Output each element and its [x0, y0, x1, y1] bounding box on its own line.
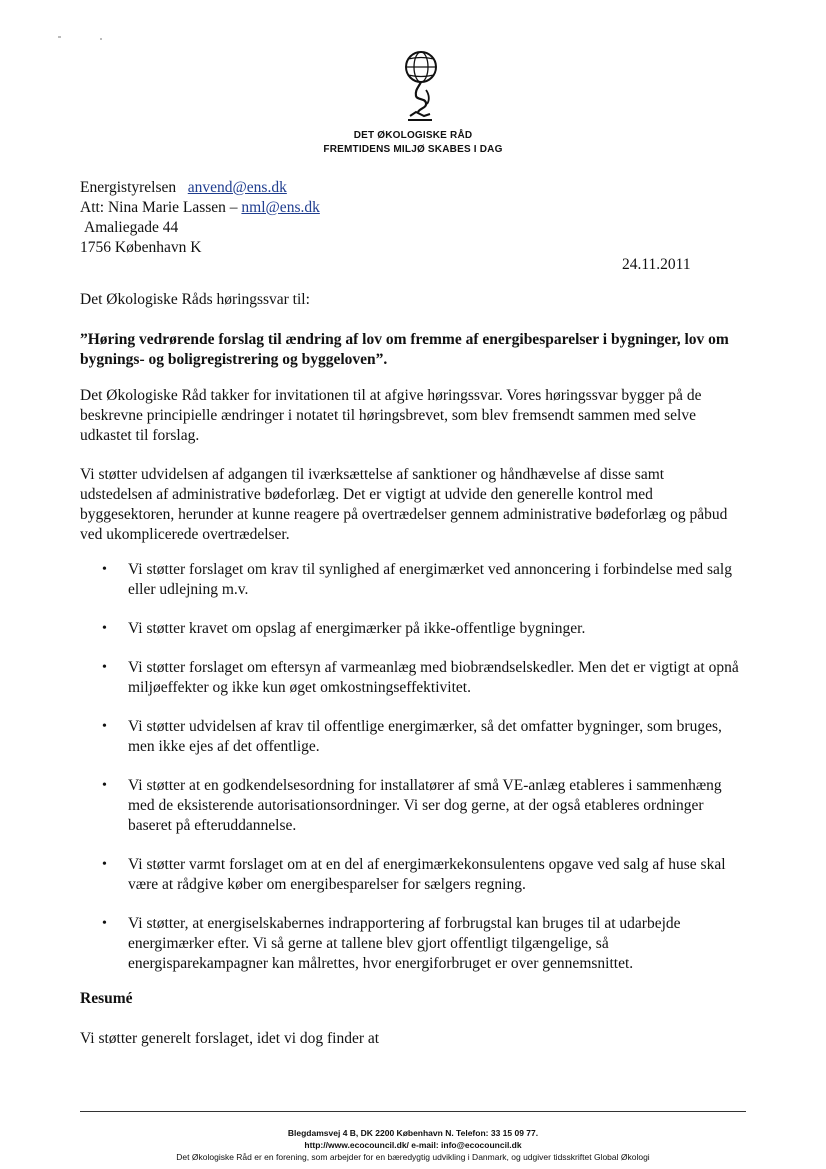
- paragraph-1: Det Økologiske Råd takker for invitationen til at afgive høringssvar. Vores høringssvar bygger på de beskrevne principielle ændringer i notatet til høringsbrevet, som blev fremsendt sammen med selve udkastet til forslag.: [80, 387, 702, 444]
- resume-text: Vi støtter generelt forslaget, idet vi dog finder at: [80, 1030, 380, 1047]
- letter-date: 24.11.2011: [622, 256, 691, 273]
- list-item: [80, 914, 750, 974]
- list-item: [80, 717, 750, 757]
- list-item: [80, 855, 750, 895]
- list-item-text: Vi støtter forslaget om krav til synlighed af energimærket ved annoncering i forbindelse med salg eller udlejning m.v.: [128, 561, 732, 598]
- footer-web-email: http://www.ecocouncil.dk/ e-mail: info@ecocouncil.dk: [304, 1140, 522, 1150]
- recipient-name: Energistyrelsen: [80, 179, 177, 196]
- org-tagline: FREMTIDENS MILJØ SKABES I DAG: [323, 144, 503, 155]
- bullet-symbol: •: [102, 660, 107, 675]
- recipient-email-link[interactable]: anvend@ens.dk: [187, 179, 287, 196]
- list-item-text: Vi støtter udvidelsen af krav til offentlige energimærker, så det omfatter bygninger, som bruges, men ikke ejes af det offentlige.: [128, 718, 722, 755]
- list-item: [80, 560, 750, 600]
- recipient-street: Amaliegade 44: [84, 219, 179, 236]
- list-item-text: Vi støtter, at energiselskabernes indrapportering af forbrugstal kan bruges til at udarbejde energimærker efter. Vi så gerne at tallene blev gjort offentligt tilgængelige, så energisparekampagner kan målrettes, hvor energiforbruget er over gennemsnittet.: [128, 915, 681, 972]
- recipient-line-2: [80, 198, 320, 218]
- recipient-city: 1756 København K: [80, 239, 202, 256]
- bullet-symbol: •: [102, 562, 107, 577]
- support-list: [80, 560, 750, 974]
- list-item: [80, 619, 750, 639]
- bullet-symbol: •: [102, 719, 107, 734]
- bullet-symbol: •: [102, 621, 107, 636]
- bullet-symbol: •: [102, 778, 107, 793]
- org-name: DET ØKOLOGISKE RÅD: [353, 130, 473, 141]
- scan-speck: [100, 38, 102, 40]
- attention-name: Att: Nina Marie Lassen –: [80, 199, 238, 216]
- bullet-symbol: •: [102, 916, 107, 931]
- footer-about: Det Økologiske Råd er en forening, som arbejder for en bæredygtig udvikling i Danmark, og udgiver tidsskriftet Global Økologi: [176, 1152, 650, 1162]
- attention-email-link[interactable]: nml@ens.dk: [241, 199, 320, 216]
- list-item-text: Vi støtter at en godkendelsesordning for installatører af små VE-anlæg etableres i sammenhæng med de eksisterende autorisationsordninger. Vi ser dog gerne, at der også etableres ordninger baseret på efteruddannelse.: [128, 777, 722, 834]
- resume-heading: Resumé: [80, 990, 133, 1007]
- list-item-text: Vi støtter kravet om opslag af energimærker på ikke-offentlige bygninger.: [128, 620, 586, 637]
- subject-title: ”Høring vedrørende forslag til ændring af lov om fremme af energibesparelser i bygninger, lov om bygnings- og boligregistrering og byggeloven”.: [80, 331, 729, 368]
- list-item-text: Vi støtter varmt forslaget om at en del af energimærkekonsulentens opgave ved salg af huse skal være at rådgive køber om energibesparelser for sælgers regning.: [128, 856, 726, 893]
- intro-line: Det Økologiske Råds høringssvar til:: [80, 291, 310, 308]
- globe-figure-icon: [396, 48, 446, 126]
- list-item: [80, 776, 750, 836]
- paragraph-2: Vi støtter udvidelsen af adgangen til iværksættelse af sanktioner og håndhævelse af disse samt udstedelsen af administrative bødeforlæg. Det er vigtigt at udvide den generelle kontrol med byggesektoren, herunder at kunne reagere på overtrædelser gennem administrative bødeforlæg og påbud ved ukomplicerede overtrædelser.: [80, 466, 728, 543]
- list-item: [80, 658, 750, 698]
- footer-divider: [80, 1111, 746, 1112]
- footer-address: Blegdamsvej 4 B, DK 2200 København N. Telefon: 33 15 09 77.: [287, 1128, 539, 1138]
- list-item-text: Vi støtter forslaget om eftersyn af varmeanlæg med biobrændselskedler. Men det er vigtigt at opnå miljøeffekter og ikke kun øget omkostningseffektivitet.: [128, 659, 739, 696]
- scan-speck: [58, 36, 61, 38]
- bullet-symbol: •: [102, 857, 107, 872]
- recipient-line-1: [80, 178, 287, 198]
